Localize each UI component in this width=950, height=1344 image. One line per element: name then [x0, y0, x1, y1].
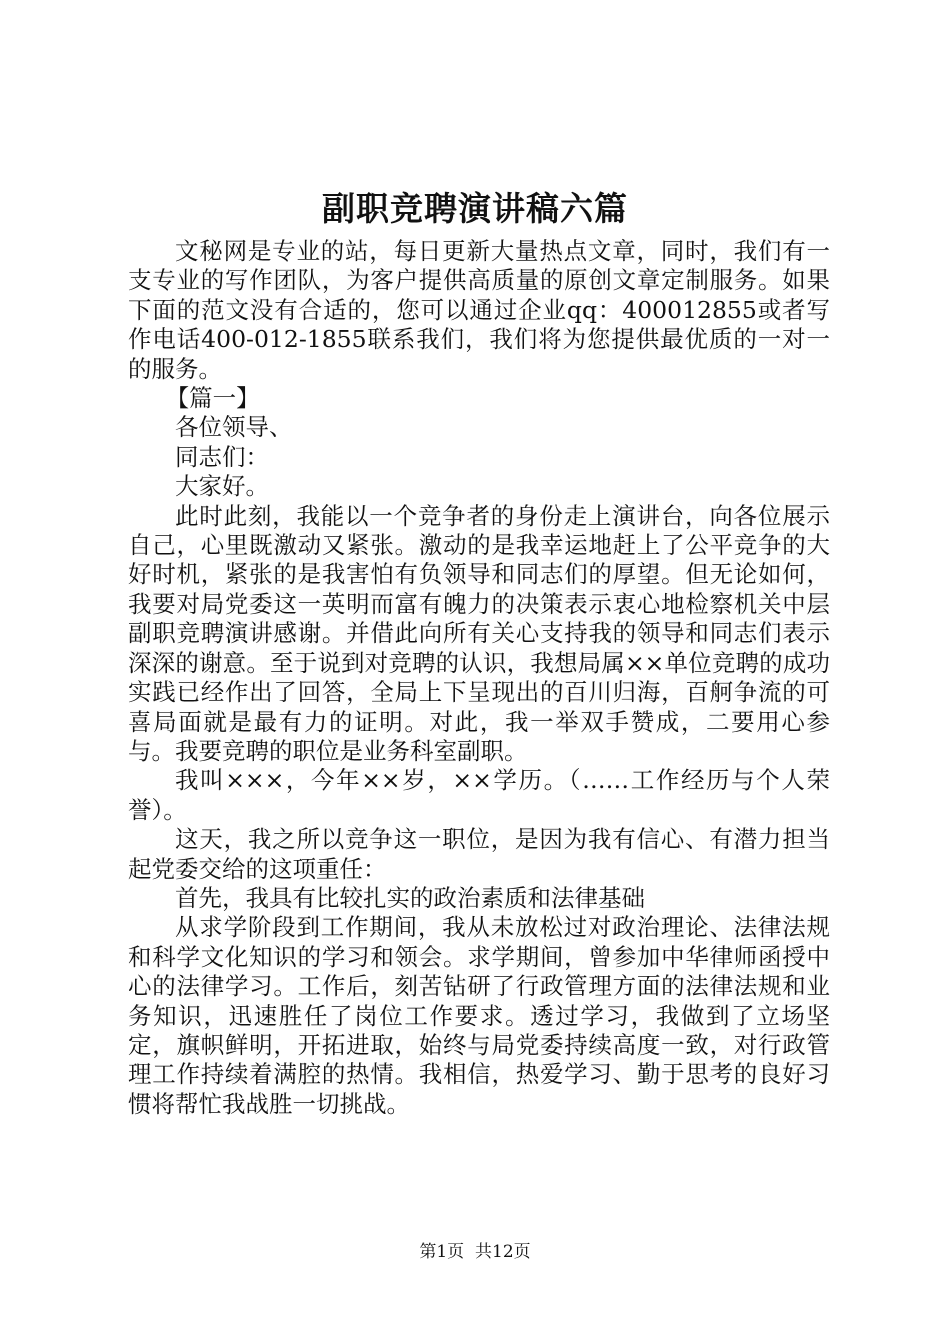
body-paragraph: 从求学阶段到工作期间，我从未放松过对政治理论、法律法规和科学文化知识的学习和领会。求学期间，曾参加中华律师函授中心的法律学习。工作后，刻苦钻研了行政管理方面的法律法规和业务知识，迅速胜任了岗位工作要求。透过学习，我做到了立场坚定，旗帜鲜明，开拓进取，始终与局党委持续高度一致，对行政管理工作持续着满腔的热情。我相信，热爱学习、勤于思考的良好习惯将帮忙我战胜一切挑战。: [128, 913, 830, 1118]
subheading-line: 首先，我具有比较扎实的政治素质和法律基础: [175, 883, 645, 912]
salutation-line: 各位领导、: [175, 413, 293, 442]
body-paragraph: 此时此刻，我能以一个竞争者的身份走上演讲台，向各位展示自己，心里既激动又紧张。激动的是我幸运地赶上了公平竞争的大好时机，紧张的是我害怕有负领导和同志们的厚望。但无论如何，我要对局党委这一英明而富有魄力的决策表示衷心地检察机关中层副职竞聘演讲感谢。并借此向所有关心支持我的领导和同志们表示深深的谢意。至于说到对竞聘的认识，我想局属××单位竞聘的成功实践已经作出了回答，全局上下呈现出的百川归海，百舸争流的可喜局面就是最有力的证明。对此，我一举双手赞成，二要用心参与。我要竞聘的职位是业务科室副职。: [128, 501, 830, 765]
body-paragraph: 我叫×××，今年××岁，××学历。（……工作经历与个人荣誉）。: [128, 766, 830, 824]
greeting-line: 大家好。: [175, 472, 269, 501]
document-title: 副职竞聘演讲稿六篇: [322, 189, 628, 228]
intro-paragraph: 文秘网是专业的站，每日更新大量热点文章，同时，我们有一支专业的写作团队，为客户提供高质量的原创文章定制服务。如果下面的范文没有合适的，您可以通过企业qq：400012855或者写作电话400-012-1855联系我们，我们将为您提供最优质的一对一的服务。: [128, 237, 830, 383]
page-number: 第1页: [419, 1242, 465, 1262]
document-body: [128, 237, 830, 1119]
section-heading: 【篇一】: [165, 384, 260, 413]
page-total: 共12页: [475, 1242, 531, 1262]
body-paragraph: 这天，我之所以竞争这一职位，是因为我有信心、有潜力担当起党委交给的这项重任：: [128, 825, 830, 883]
salutation-line: 同志们：: [175, 442, 269, 471]
page-footer: [0, 1240, 950, 1264]
